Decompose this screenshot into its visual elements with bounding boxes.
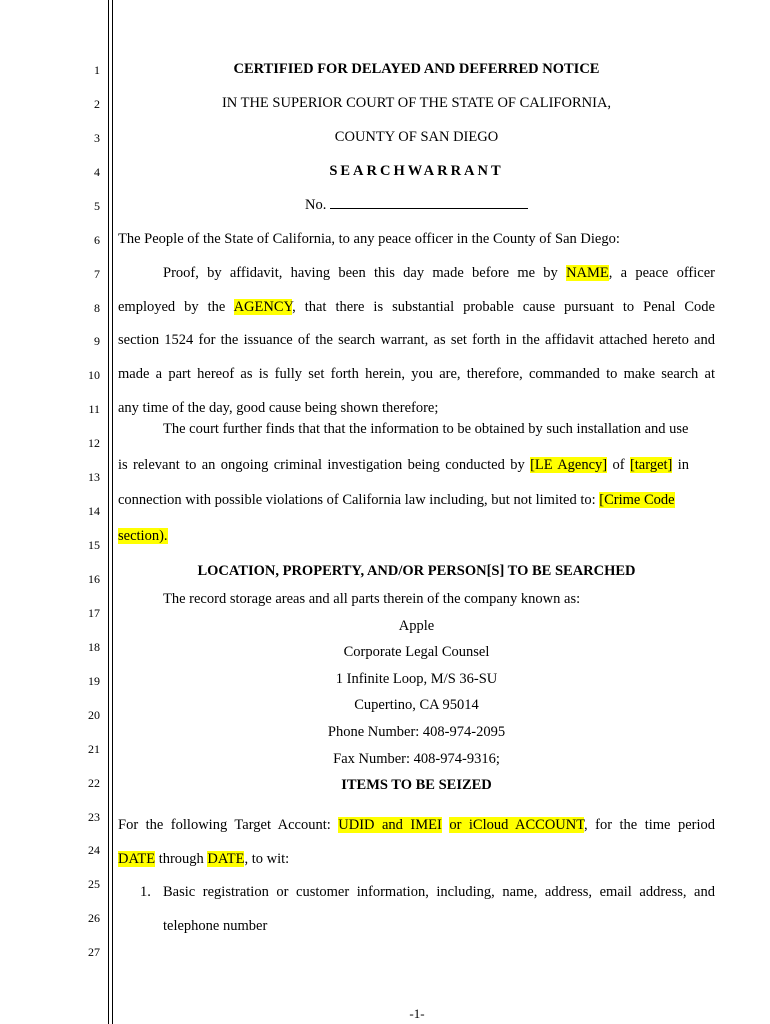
court-heading: IN THE SUPERIOR COURT OF THE STATE OF CALIFORNIA, <box>221 95 612 111</box>
company-city: Cupertino, CA 95014 <box>354 697 479 713</box>
date-from-placeholder: DATE <box>118 851 156 867</box>
target-account-line <box>118 816 715 834</box>
line-number: 5 <box>94 199 100 213</box>
line-number: 26 <box>88 911 100 925</box>
text-run: is relevant to an ongoing criminal investigation being conducted by <box>118 457 525 473</box>
company-phone: Phone Number: 408-974-2095 <box>327 724 506 740</box>
paragraph-line <box>118 456 689 474</box>
line-number: 10 <box>88 368 100 382</box>
text-run: employed by the <box>118 299 226 315</box>
target-placeholder: [target] <box>629 457 673 473</box>
case-number-label: No. <box>305 197 327 213</box>
udid-placeholder: UDID and IMEI <box>338 817 442 833</box>
page-number: -1- <box>409 1006 425 1021</box>
line-number: 9 <box>94 334 100 348</box>
people-line: The People of the State of California, to any peace officer in the County of San Diego: <box>118 231 620 247</box>
paragraph-line <box>118 527 168 545</box>
line-number: 1 <box>94 63 100 77</box>
agency-placeholder: AGENCY <box>233 299 293 315</box>
line-number: 21 <box>88 742 100 756</box>
line-number: 18 <box>88 640 100 654</box>
crime-code-placeholder: [Crime Code <box>599 492 675 508</box>
line-number: 27 <box>88 945 100 959</box>
line-number: 12 <box>88 436 100 450</box>
text-run: , for the time period <box>584 817 715 833</box>
line-number: 15 <box>88 538 100 552</box>
company-fax: Fax Number: 408-974-9316; <box>333 751 500 767</box>
paragraph-line <box>118 491 675 509</box>
document-title: SEARCHWARRANT <box>329 163 504 179</box>
list-item-cont: telephone number <box>163 918 268 934</box>
line-number: 4 <box>94 165 100 179</box>
line-number: 23 <box>88 810 100 824</box>
text-run: , to wit: <box>244 851 290 867</box>
line-number: 2 <box>94 97 100 111</box>
company-dept: Corporate Legal Counsel <box>343 644 490 660</box>
company-street: 1 Infinite Loop, M/S 36-SU <box>335 671 498 687</box>
paragraph-line <box>118 298 715 316</box>
line-number: 14 <box>88 504 100 518</box>
line-number: 8 <box>94 301 100 315</box>
county-heading: COUNTY OF SAN DIEGO <box>334 129 499 145</box>
line-number: 22 <box>88 776 100 790</box>
line-number: 19 <box>88 674 100 688</box>
paragraph-line: section 1524 for the issuance of the search warrant, as set forth in the affidavit attached hereto and <box>118 332 715 348</box>
line-number: 6 <box>94 233 100 247</box>
list-item-number: 1. <box>140 884 151 900</box>
paragraph-line: made a part hereof as is fully set forth herein, you are, therefore, commanded to make search at <box>118 366 715 382</box>
line-number: 13 <box>88 470 100 484</box>
text-run: through <box>155 851 208 867</box>
line-number: 3 <box>94 131 100 145</box>
items-heading: ITEMS TO BE SEIZED <box>341 777 492 793</box>
list-item: Basic registration or customer information, including, name, address, email address, and <box>163 884 715 900</box>
line-number: 7 <box>94 267 100 281</box>
name-placeholder: NAME <box>566 265 609 281</box>
case-number <box>118 196 715 214</box>
text-run: of <box>607 457 630 473</box>
text-run: For the following Target Account: <box>118 817 331 833</box>
left-margin-rule-2 <box>112 0 113 1024</box>
paragraph-line: The court further finds that that the information to be obtained by such installation and use <box>163 421 689 437</box>
text-run: connection with possible violations of California law including, but not limited to: <box>118 492 596 508</box>
location-intro: The record storage areas and all parts therein of the company known as: <box>163 591 581 607</box>
text-run: in <box>672 457 690 473</box>
le-agency-placeholder: [LE Agency] <box>530 457 608 473</box>
paragraph-line <box>163 264 715 282</box>
date-range-line <box>118 850 289 868</box>
line-number: 17 <box>88 606 100 620</box>
icloud-placeholder: or iCloud ACCOUNT <box>449 817 585 833</box>
date-to-placeholder: DATE <box>207 851 245 867</box>
line-number: 11 <box>88 402 100 416</box>
company-name: Apple <box>398 618 435 634</box>
text-run: Proof, by affidavit, having been this day made before me by <box>163 265 558 281</box>
certified-heading: CERTIFIED FOR DELAYED AND DEFERRED NOTICE <box>233 61 600 77</box>
paragraph-line: any time of the day, good cause being shown therefore; <box>118 400 439 416</box>
left-margin-rule-1 <box>108 0 109 1024</box>
crime-code-placeholder-cont: section). <box>118 528 168 544</box>
line-number: 25 <box>88 877 100 891</box>
case-number-blank <box>330 196 528 209</box>
text-run: , a peace officer <box>608 265 715 281</box>
line-number: 24 <box>88 843 100 857</box>
text-run: , that there is substantial probable cause pursuant to Penal Code <box>292 299 715 315</box>
line-number: 16 <box>88 572 100 586</box>
line-number: 20 <box>88 708 100 722</box>
location-heading: LOCATION, PROPERTY, AND/OR PERSON[S] TO BE SEARCHED <box>197 563 636 579</box>
